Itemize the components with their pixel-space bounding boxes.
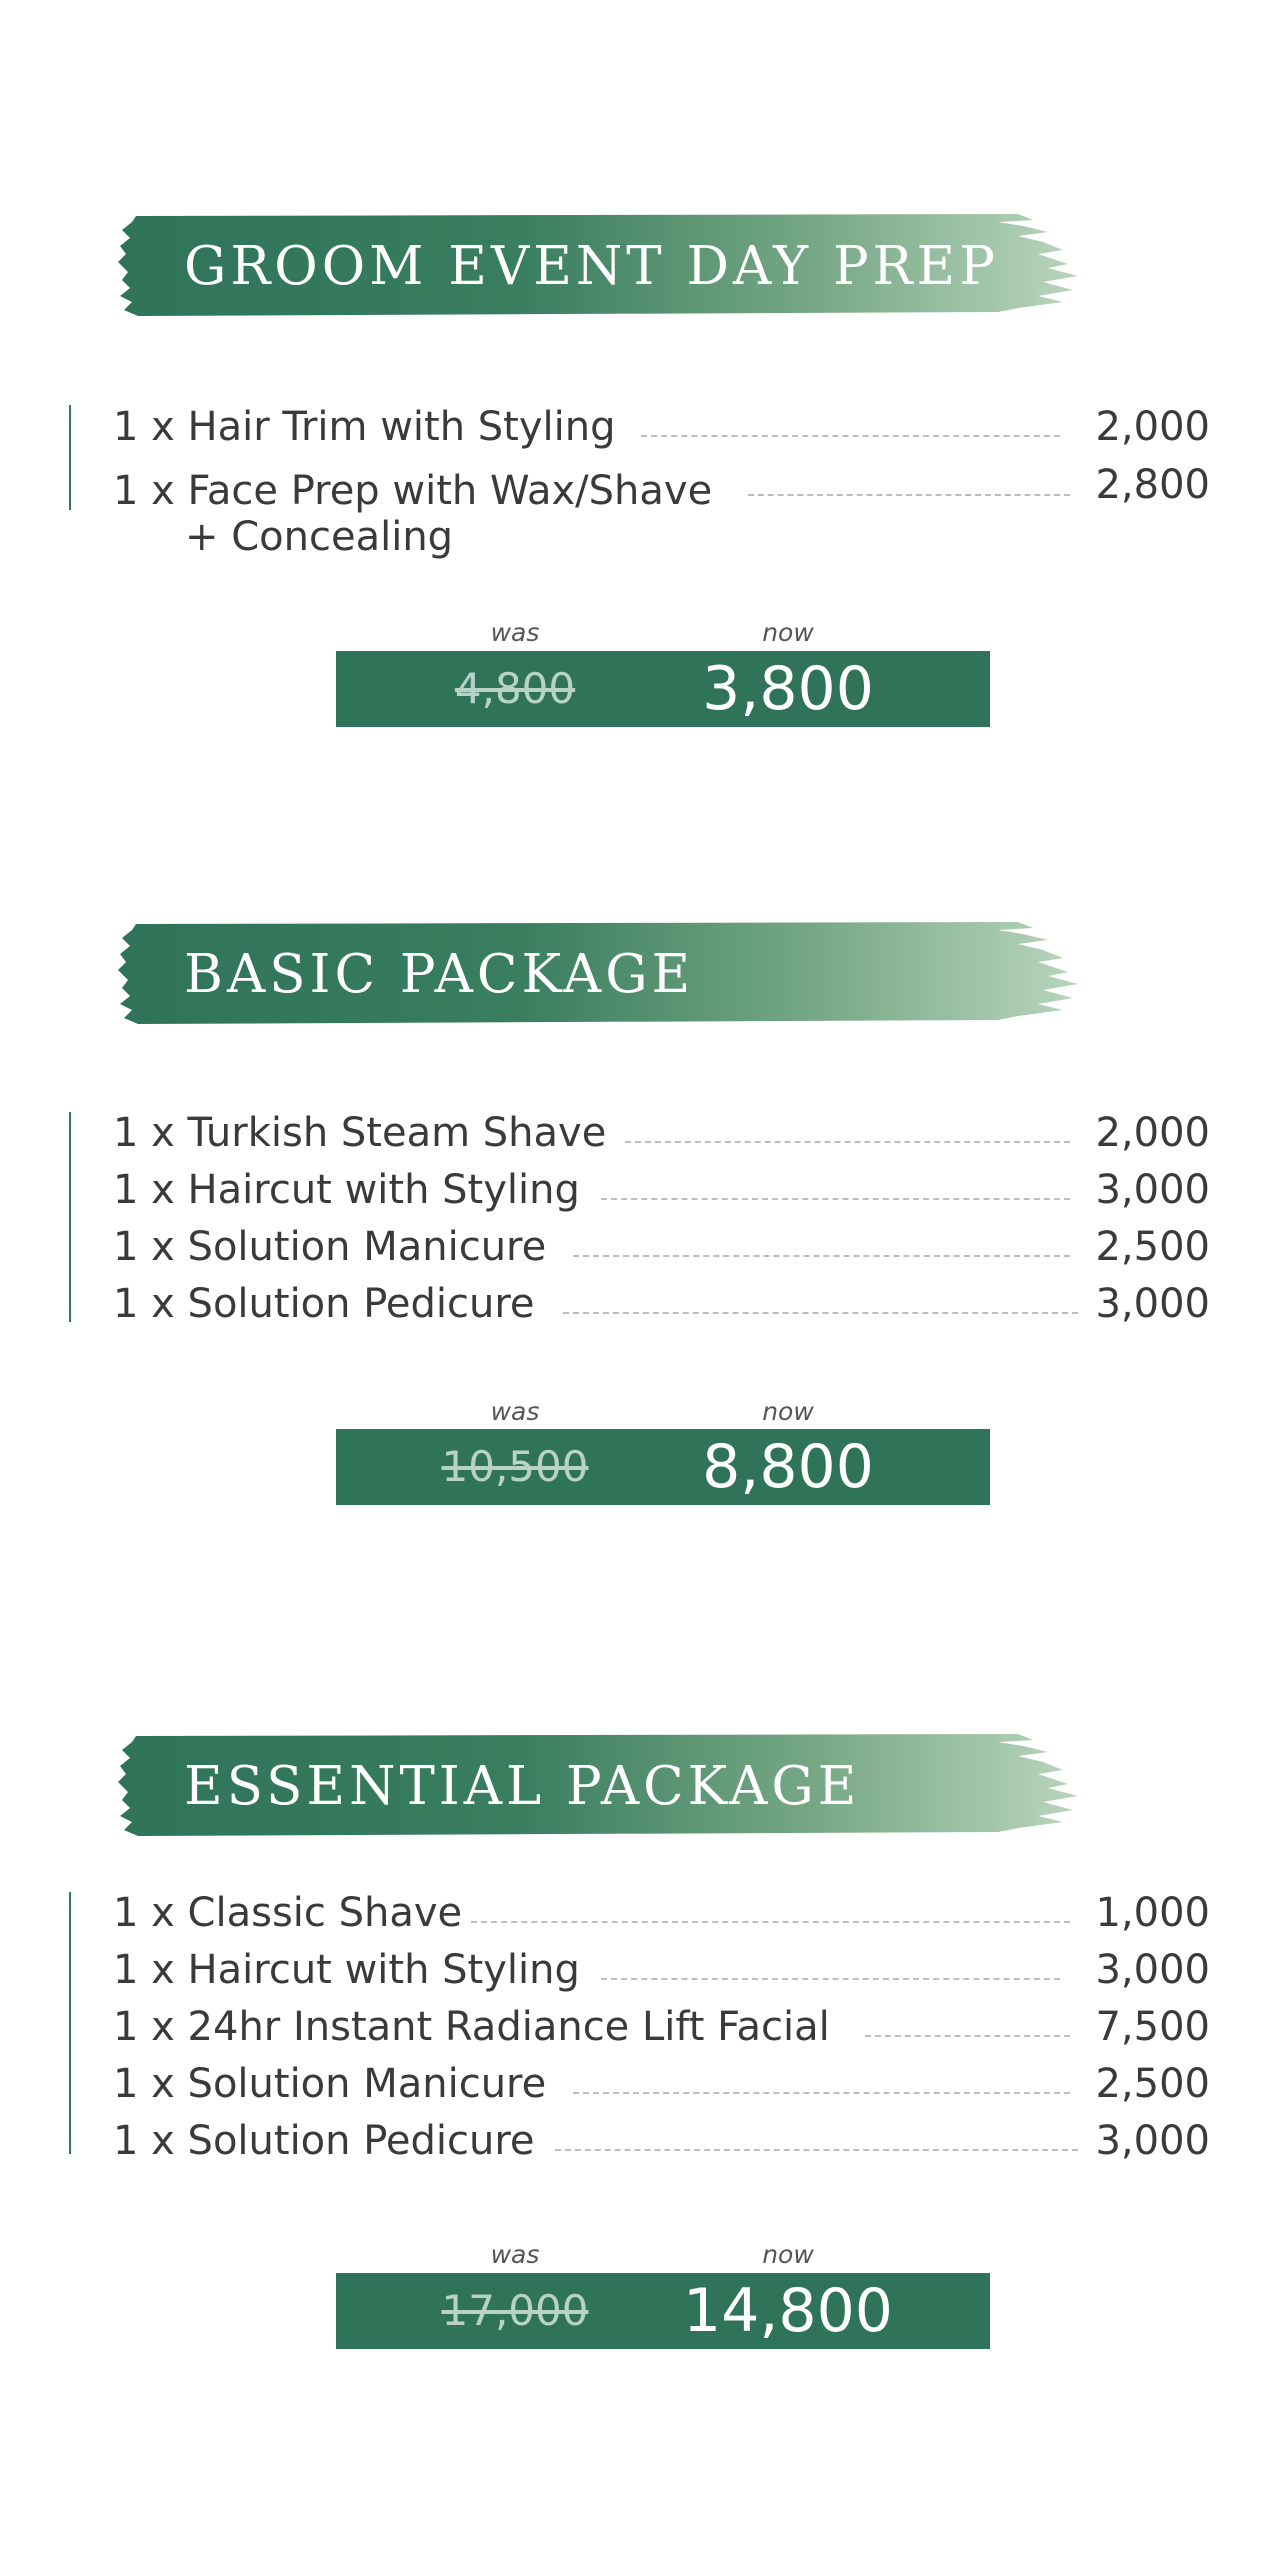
item-name: 1 x Classic Shave [113, 1890, 463, 1936]
item-price: 2,000 [1095, 404, 1210, 450]
item-price: 2,000 [1095, 1110, 1210, 1156]
list-item [113, 2059, 1210, 2109]
was-price: 4,800 [454, 664, 576, 713]
package-title: GROOM EVENT DAY PREP [184, 236, 999, 297]
now-label: now [762, 2240, 814, 2269]
item-price: 2,500 [1095, 2061, 1210, 2107]
list-item [113, 460, 1210, 560]
dotted-leader [601, 1978, 1060, 1980]
item-price: 2,800 [1095, 462, 1210, 508]
list-item [113, 1888, 1210, 1938]
package-title: BASIC PACKAGE [184, 944, 695, 1005]
now-price: 3,800 [702, 654, 874, 724]
item-name: 1 x Solution Pedicure [113, 1281, 535, 1327]
item-name: 1 x Solution Manicure [113, 2061, 547, 2107]
was-price: 17,000 [441, 2286, 589, 2335]
list-item [113, 1108, 1210, 1158]
dotted-leader [573, 2092, 1070, 2094]
item-price: 3,000 [1095, 2118, 1210, 2164]
item-price: 7,500 [1095, 2004, 1210, 2050]
list-item [113, 1222, 1210, 1272]
item-name: 1 x Face Prep with Wax/Shave [113, 468, 713, 514]
dotted-leader [865, 2035, 1070, 2037]
list-item [113, 1279, 1210, 1329]
dotted-leader [748, 494, 1070, 496]
item-price: 3,000 [1095, 1167, 1210, 1213]
item-name: 1 x Turkish Steam Shave [113, 1110, 607, 1156]
item-price: 3,000 [1095, 1947, 1210, 1993]
dotted-leader [641, 435, 1060, 437]
list-item [113, 2002, 1210, 2052]
list-item [113, 2116, 1210, 2166]
item-price: 2,500 [1095, 1224, 1210, 1270]
item-name: 1 x Hair Trim with Styling [113, 404, 616, 450]
dotted-leader [625, 1141, 1070, 1143]
package-title-banner [118, 1732, 1098, 1842]
price-box [336, 1429, 990, 1505]
dotted-leader [573, 1255, 1070, 1257]
package-title-banner [118, 920, 1098, 1030]
package-title-banner [118, 212, 1098, 322]
item-price: 1,000 [1095, 1890, 1210, 1936]
item-subline: + Concealing [185, 514, 454, 560]
was-label: was [490, 618, 540, 647]
accent-line [69, 1112, 71, 1322]
list-item [113, 1945, 1210, 1995]
was-label: was [490, 2240, 540, 2269]
package-title: ESSENTIAL PACKAGE [184, 1756, 861, 1817]
item-name: 1 x Solution Pedicure [113, 2118, 535, 2164]
price-box [336, 2273, 990, 2349]
list-item [113, 402, 1210, 452]
now-price: 14,800 [683, 2276, 893, 2346]
now-price: 8,800 [702, 1432, 874, 1502]
accent-line [69, 405, 71, 510]
dotted-leader [471, 1921, 1070, 1923]
item-name: 1 x Solution Manicure [113, 1224, 547, 1270]
item-name: 1 x 24hr Instant Radiance Lift Facial [113, 2004, 830, 2050]
dotted-leader [555, 2149, 1078, 2151]
dotted-leader [563, 1312, 1078, 1314]
item-name: 1 x Haircut with Styling [113, 1947, 580, 1993]
now-label: now [762, 618, 814, 647]
item-name: 1 x Haircut with Styling [113, 1167, 580, 1213]
list-item [113, 1165, 1210, 1215]
was-label: was [490, 1397, 540, 1426]
now-label: now [762, 1397, 814, 1426]
item-price: 3,000 [1095, 1281, 1210, 1327]
price-box [336, 651, 990, 727]
was-price: 10,500 [441, 1442, 589, 1491]
dotted-leader [601, 1198, 1070, 1200]
accent-line [69, 1892, 71, 2154]
